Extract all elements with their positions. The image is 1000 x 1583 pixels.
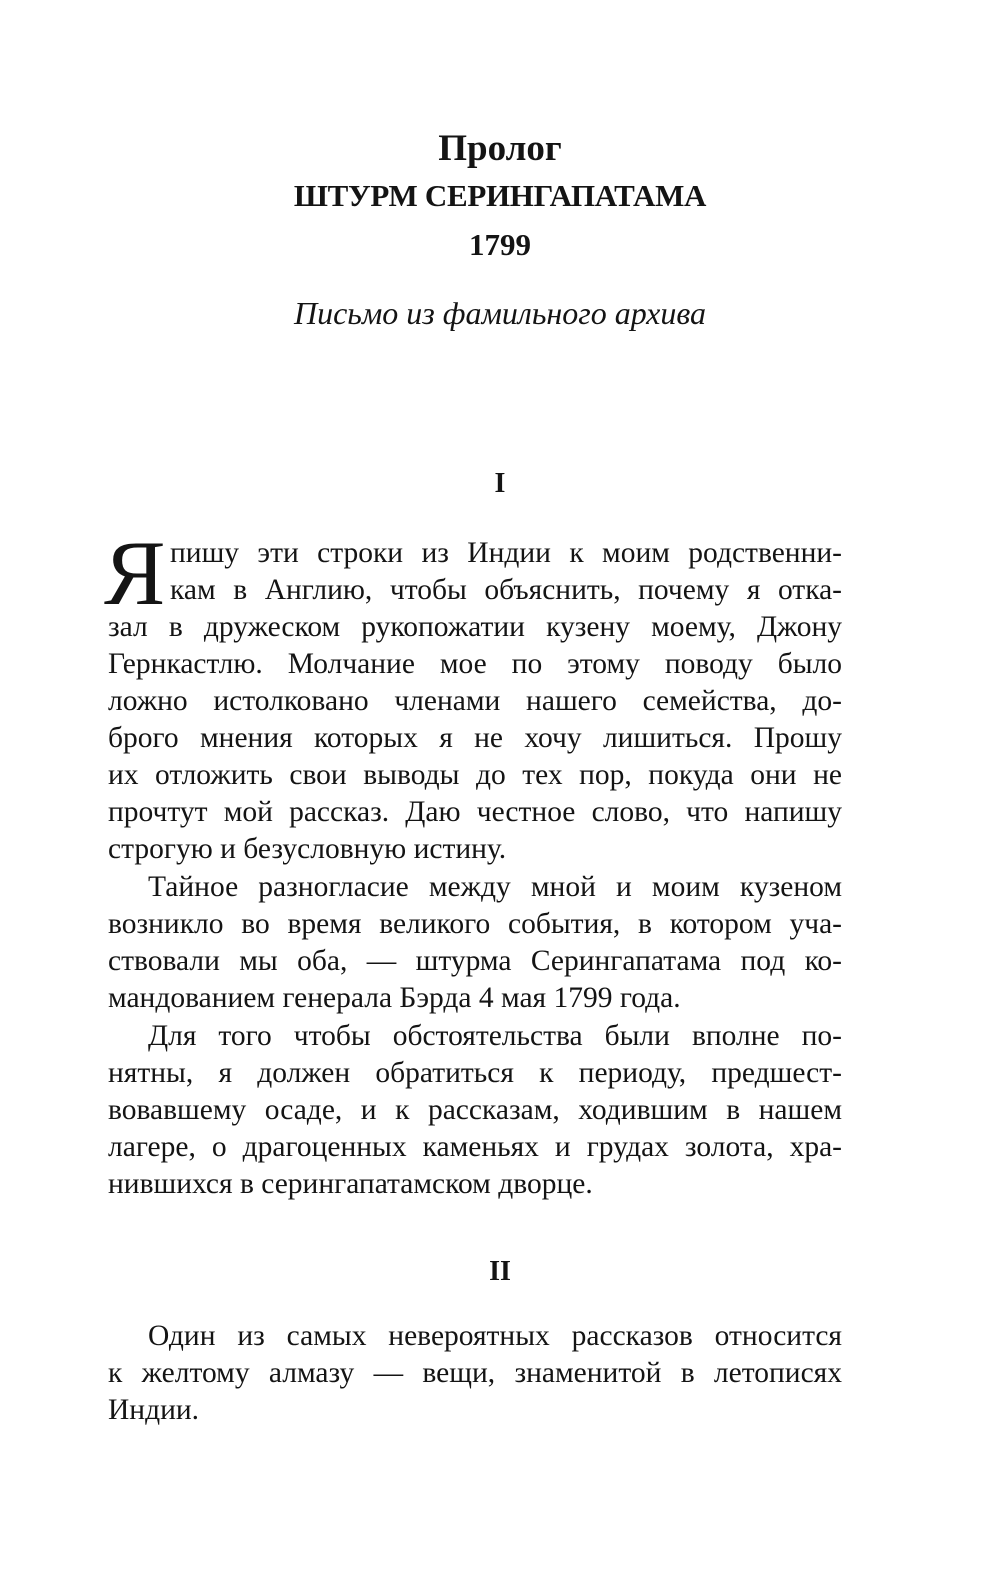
chapter-year: 1799 <box>469 227 531 262</box>
text-line: Тайное разногласие между мной и моим кузеном <box>148 871 842 903</box>
text-line: ложно истолковано членами нашего семейства, до- <box>108 685 842 717</box>
section-number-2: II <box>489 1256 511 1287</box>
text-line: кам в Англию, чтобы объяснить, почему я отка- <box>170 574 842 606</box>
text-line: брого мнения которых я не хочу лишиться. Прошу <box>108 722 842 754</box>
text-line: строгую и безусловную истину. <box>108 833 507 865</box>
text-line: их отложить свои выводы до тех пор, покуда они не <box>108 759 842 791</box>
text-line: Один из самых невероятных рассказов относится <box>148 1320 842 1352</box>
text-line: Гернкастлю. Молчание мое по этому поводу было <box>108 648 842 680</box>
text-line: мандованием генерала Бэрда 4 мая 1799 года. <box>108 982 681 1014</box>
text-line: лагере, о драгоценных каменьях и грудах золота, хра- <box>108 1131 842 1163</box>
chapter-label: Пролог <box>438 128 562 169</box>
text-line: возникло во время великого события, в котором уча- <box>108 908 842 940</box>
chapter-subtitle: Письмо из фамильного архива <box>293 295 707 331</box>
section-number-1: I <box>494 468 506 499</box>
text-line: нятны, я должен обратиться к периоду, предшест- <box>108 1057 842 1089</box>
text-line: Для того чтобы обстоятельства были вполне по- <box>148 1020 842 1052</box>
text-line: к желтому алмазу — вещи, знаменитой в летописях <box>108 1357 842 1389</box>
text-line: вовавшему осаде, и к рассказам, ходившим в нашем <box>108 1094 842 1126</box>
text-line: прочтут мой рассказ. Даю честное слово, что напишу <box>108 796 842 828</box>
text-line: нившихся в серингапатамском дворце. <box>108 1168 593 1200</box>
text-line: пишу эти строки из Индии к моим родственни- <box>170 537 842 569</box>
drop-cap: Я <box>104 522 166 624</box>
chapter-title: ШТУРМ СЕРИНГАПАТАМА <box>293 178 707 213</box>
text-line: зал в дружеском рукопожатии кузену моему, Джону <box>108 611 842 643</box>
text-line: ствовали мы оба, — штурма Серингапатама под ко- <box>108 945 842 977</box>
text-line: Индии. <box>108 1394 200 1426</box>
